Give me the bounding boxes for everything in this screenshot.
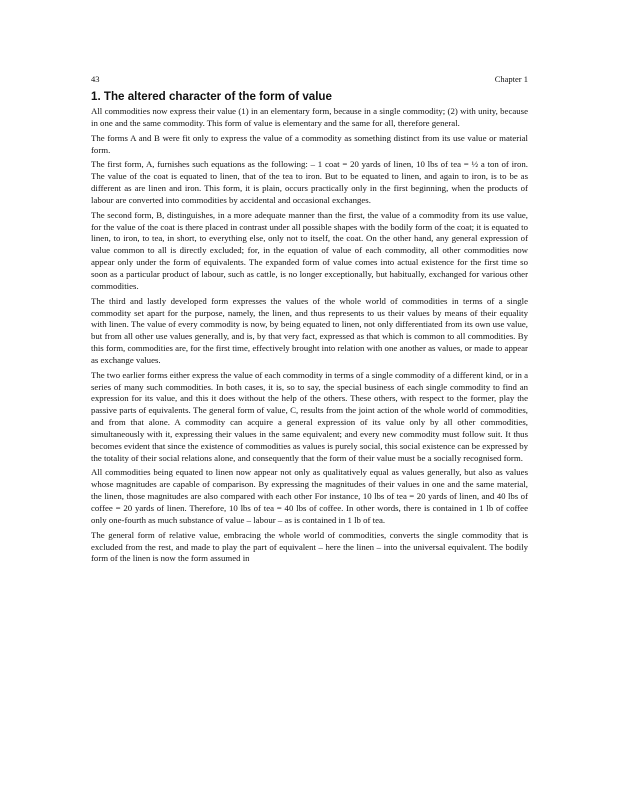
paragraph-3: The first form, A, furnishes such equations as the following: – 1 coat = 20 yards of linen, 10 lbs of tea = ½ a ton of iron. The value of the coat is equated to linen, that of the tea to iron. But to be equated to linen, and again to iron, is to be as different as are linen and iron. This form, it is plain, occurs practically only in the first beginning, when the products of labour are converted into commodities by accidental and occasional exchanges. [91, 159, 528, 205]
paragraph-7: All commodities being equated to linen now appear not only as qualitatively equal as values generally, but also as values whose magnitudes are capable of comparison. By expressing the magnitudes of their values in one and the same material, the linen, those magnitudes are also compared with each other For instance, 10 lbs of tea = 20 yards of linen, and 40 lbs of coffee = 20 yards of linen. Therefore, 10 lbs of tea = 40 lbs of coffee. In other words, there is contained in 1 lb of coffee only one-fourth as much substance of value – labour – as is contained in 1 lb of tea. [91, 467, 528, 525]
chapter-label: Chapter 1 [494, 74, 528, 84]
running-head [91, 74, 528, 84]
paragraph-8: The general form of relative value, embracing the whole world of commodities, converts the single commodity that is excluded from the rest, and made to play the part of equivalent – here the linen – into the universal equivalent. The bodily form of the linen is now the form assumed in [91, 529, 528, 564]
paragraph-2: The forms A and B were fit only to express the value of a commodity as something distinct from its use value or material form. [91, 132, 528, 155]
paragraph-4: The second form, B, distinguishes, in a more adequate manner than the first, the value of a commodity from its use value, for the value of the coat is there placed in contrast under all possible shapes with the bodily form of the coat; it is equated to linen, to iron, to tea, in short, to everything else, only not to itself, the coat. On the other hand, any general expression of value common to all is directly excluded; for, in the equation of value of each commodity, all other commodities now appear only under the form of equivalents. The expanded form of value comes into actual existence for the first time so soon as a particular product of labour, such as cattle, is no longer exceptionally, but habitually, exchanged for various other commodities. [91, 209, 528, 291]
paragraph-1: All commodities now express their value (1) in an elementary form, because in a single commodity; (2) with unity, because in one and the same commodity. This form of value is elementary and the same for all, therefore general. [91, 106, 528, 128]
section-title: 1. The altered character of the form of value [91, 90, 332, 103]
paragraph-6: The two earlier forms either express the value of each commodity in terms of a single commodity of a different kind, or in a series of many such commodities. In both cases, it is, so to say, the special business of each single commodity to find an expression for its value, and this it does without the help of the others. These others, with respect to the former, play the passive parts of equivalents. The general form of value, C, results from the joint action of the whole world of commodities, and from that alone. A commodity can acquire a general expression of its value only by all other commodities, simultaneously with it, expressing their values in the same equivalent; and every new commodity must follow suit. It thus becomes evident that since the existence of commodities as values is purely social, this social existence can be expressed by the totality of their social relations alone, and consequently that the form of their value must be a socially recognised form. [91, 369, 528, 463]
book-page [91, 74, 528, 568]
page-number: 43 [91, 74, 100, 84]
paragraph-5: The third and lastly developed form expresses the values of the whole world of commodities in terms of a single commodity set apart for the purpose, namely, the linen, and thus represents to us their values by means of their equality with linen. The value of every commodity is now, by being equated to linen, not only differentiated from its own use value, but from all other use values generally, and is, by that very fact, expressed as that which is common to all commodities. By this form, commodities are, for the first time, effectively brought into relation with one another as values, or made to appear as exchange values. [91, 295, 528, 365]
